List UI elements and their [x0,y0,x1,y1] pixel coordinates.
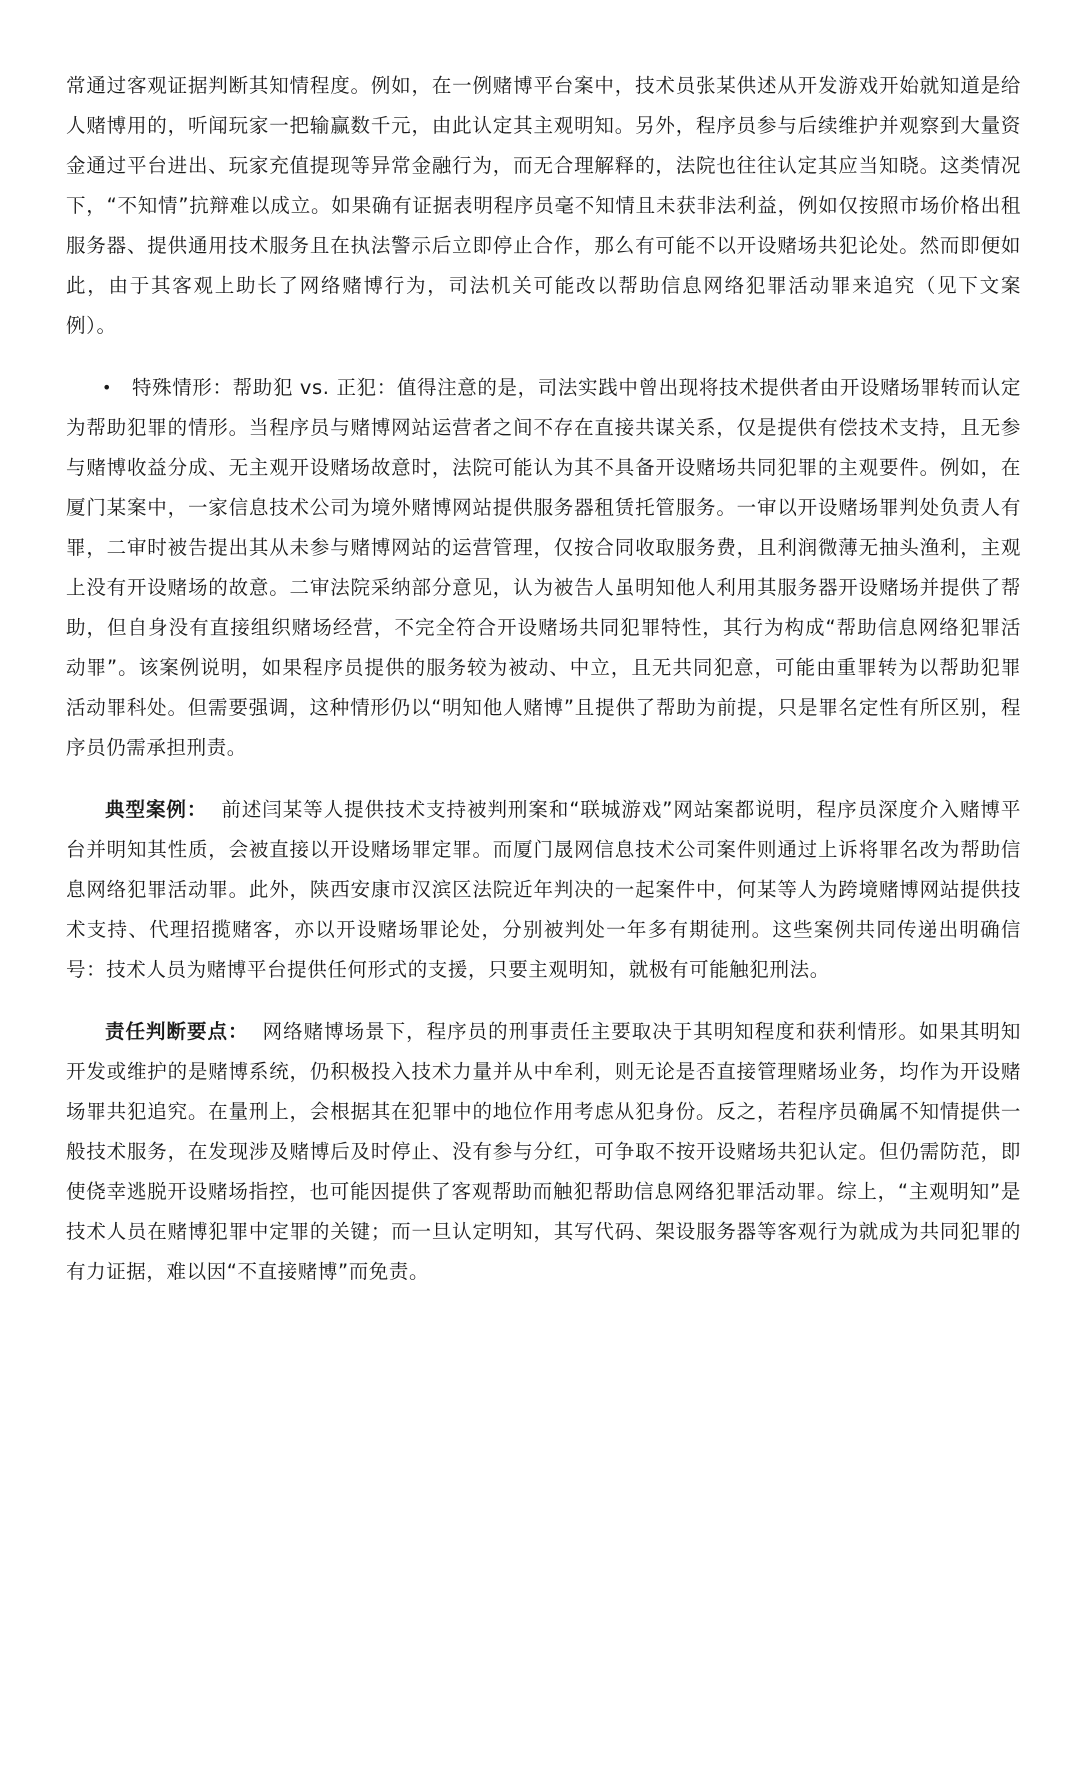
paragraph-intro: 常通过客观证据判断其知情程度。例如，在一例赌博平台案中，技术员张某供述从开发游戏开始就知道是给人赌博用的，听闻玩家一把输赢数千元，由此认定其主观明知。另外，程序员参与后续维护并观察到大量资金通过平台进出、玩家充值提现等异常金融行为，而无合理解释的，法院也往往认定其应当知晓。这类情况下，“不知情”抗辩难以成立。如果确有证据表明程序员毫不知情且未获非法利益，例如仅按照市场价格出租服务器、提供通用技术服务且在执法警示后立即停止合作，那么有可能不以开设赌场共犯论处。然而即便如此，由于其客观上助长了网络赌博行为，司法机关可能改以帮助信息网络犯罪活动罪来追究（见下文案例）。 [66,74,1021,337]
paragraph-typical-cases [66,790,1021,990]
bullet-icon: • [102,378,113,397]
document-body [66,66,1021,1314]
typical-cases-heading: 典型案例： [105,798,208,821]
typical-cases-text: 前述闫某等人提供技术支持被判刑案和“联城游戏”网站案都说明，程序员深度介入赌博平台并明知其性质，会被直接以开设赌场罪定罪。而厦门晟网信息技术公司案件则通过上诉将罪名改为帮助信息网络犯罪活动罪。此外，陕西安康市汉滨区法院近年判决的一起案件中，何某等人为跨境赌博网站提供技术支持、代理招揽赌客，亦以开设赌场罪论处，分别被判处一年多有期徒刑。这些案例共同传递出明确信号：技术人员为赌博平台提供任何形式的支援，只要主观明知，就极有可能触犯刑法。 [66,798,1021,981]
paragraph-liability-points [66,1012,1021,1292]
bullet-text: 特殊情形：帮助犯 vs. 正犯：值得注意的是，司法实践中曾出现将技术提供者由开设赌场罪转而认定为帮助犯罪的情形。当程序员与赌博网站运营者之间不存在直接共谋关系，仅是提供有偿技术支持，且无参与赌博收益分成、无主观开设赌场故意时，法院可能认为其不具备开设赌场共同犯罪的主观要件。例如，在厦门某案中，一家信息技术公司为境外赌博网站提供服务器租赁托管服务。一审以开设赌场罪判处负责人有罪，二审时被告提出其从未参与赌博网站的运营管理，仅按合同收取服务费，且利润微薄无抽头渔利，主观上没有开设赌场的故意。二审法院采纳部分意见，认为被告人虽明知他人利用其服务器开设赌场并提供了帮助，但自身没有直接组织赌场经营，不完全符合开设赌场共同犯罪特性，其行为构成“帮助信息网络犯罪活动罪”。该案例说明，如果程序员提供的服务较为被动、中立，且无共同犯意，可能由重罪转为以帮助犯罪活动罪科处。但需要强调，这种情形仍以“明知他人赌博”且提供了帮助为前提，只是罪名定性有所区别，程序员仍需承担刑责。 [66,376,1021,759]
bullet-item-special-case [66,368,1021,768]
liability-heading: 责任判断要点： [105,1020,249,1043]
liability-text: 网络赌博场景下，程序员的刑事责任主要取决于其明知程度和获利情形。如果其明知开发或维护的是赌博系统，仍积极投入技术力量并从中牟利，则无论是否直接管理赌场业务，均作为开设赌场罪共犯追究。在量刑上，会根据其在犯罪中的地位作用考虑从犯身份。反之，若程序员确属不知情提供一般技术服务，在发现涉及赌博后及时停止、没有参与分红，可争取不按开设赌场共犯认定。但仍需防范，即使侥幸逃脱开设赌场指控，也可能因提供了客观帮助而触犯帮助信息网络犯罪活动罪。综上，“主观明知”是技术人员在赌博犯罪中定罪的关键；而一旦认定明知，其写代码、架设服务器等客观行为就成为共同犯罪的有力证据，难以因“不直接赌博”而免责。 [66,1020,1022,1283]
